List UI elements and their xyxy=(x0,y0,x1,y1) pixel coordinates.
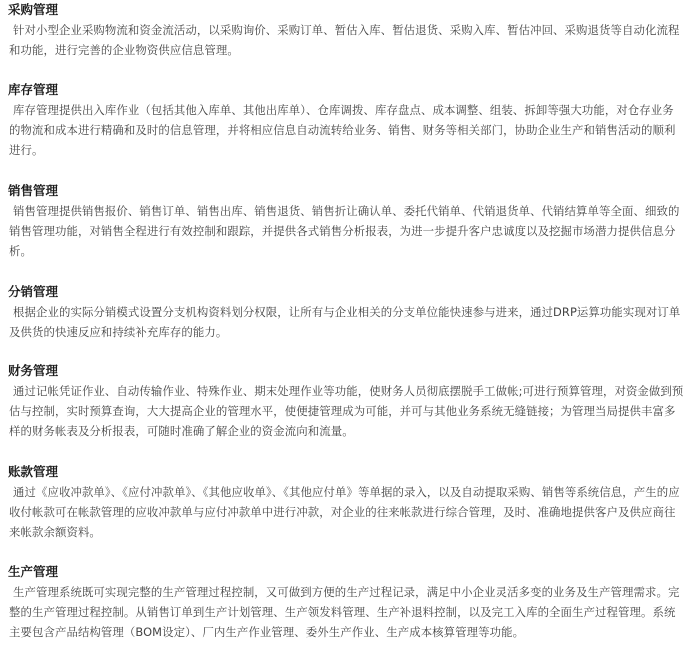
section-body-distribution: 根据企业的实际分销模式设置分支机构资料划分权限，让所有与企业相关的分支单位能快速参与进来，通过DRP运算功能实现对订单及供货的快速反应和持续补充库存的能力。 xyxy=(9,305,681,339)
section-sales xyxy=(8,181,684,261)
section-title-finance: 财务管理 xyxy=(8,363,59,378)
section-body-finance: 通过记帐凭证作业、自动传输作业、特殊作业、期末处理作业等功能，使财务人员彻底摆脱手工做帐;可进行预算管理，对资金做到预估与控制，实时预算查询，大大提高企业的管理水平，使便捷管理成为可能，并可与其他业务系统无缝链接；为管理当局提供丰富多样的财务帐表及分析报表，可随时准确了解企业的资金流向和流量。 xyxy=(9,384,684,438)
section-distribution xyxy=(8,282,684,342)
section-title-production: 生产管理 xyxy=(8,564,59,579)
section-body-purchase: 针对小型企业采购物流和资金流活动，以采购询价、采购订单、暂估入库、暂估退货、采购入库、暂估冲回、采购退货等自动化流程和功能，进行完善的企业物资供应信息管理。 xyxy=(9,23,680,57)
section-inventory xyxy=(8,80,684,160)
section-title-distribution: 分销管理 xyxy=(8,284,59,299)
section-body-accounts: 通过《应收冲款单》、《应付冲款单》、《其他应收单》、《其他应付单》等单据的录入，以及自动提取采购、销售等系统信息，产生的应收付帐款可在帐款管理的应收冲款单与应付冲款单中进行冲款，对企业的往来帐款进行综合管理，及时、准确地提供客户及供应商往来帐款余额资料。 xyxy=(9,485,680,539)
section-title-inventory: 库存管理 xyxy=(8,82,59,97)
section-accounts xyxy=(8,462,684,542)
section-purchase xyxy=(8,0,684,60)
section-body-production: 生产管理系统既可实现完整的生产管理过程控制，又可做到方便的生产过程记录，满足中小企业灵活多变的业务及生产管理需求。完整的生产管理过程控制。从销售订单到生产计划管理、生产领发料管理、生产补退料控制，以及完工入库的全面生产过程管理。系统主要包含产品结构管理（BOM设定）、厂内生产作业管理、委外生产作业、生产成本核算管理等功能。 xyxy=(9,585,680,639)
section-body-inventory: 库存管理提供出入库作业（包括其他入库单、其他出库单）、仓库调拨、库存盘点、成本调整、组装、拆卸等强大功能，对仓存业务的物流和成本进行精确和及时的信息管理，并将相应信息自动流转给业务、销售、财务等相关部门，协助企业生产和销售活动的顺利进行。 xyxy=(9,103,676,157)
section-title-accounts: 账款管理 xyxy=(8,464,59,479)
section-production xyxy=(8,562,684,642)
section-title-purchase: 采购管理 xyxy=(8,2,59,17)
section-title-sales: 销售管理 xyxy=(8,183,59,198)
section-finance xyxy=(8,361,684,441)
section-body-sales: 销售管理提供销售报价、销售订单、销售出库、销售退货、销售折让确认单、委托代销单、代销退货单、代销结算单等全面、细致的销售管理功能，对销售全程进行有效控制和跟踪，并提供各式销售分析报表，为进一步提升客户忠诚度以及挖掘市场潜力提供信息分析。 xyxy=(9,204,680,258)
